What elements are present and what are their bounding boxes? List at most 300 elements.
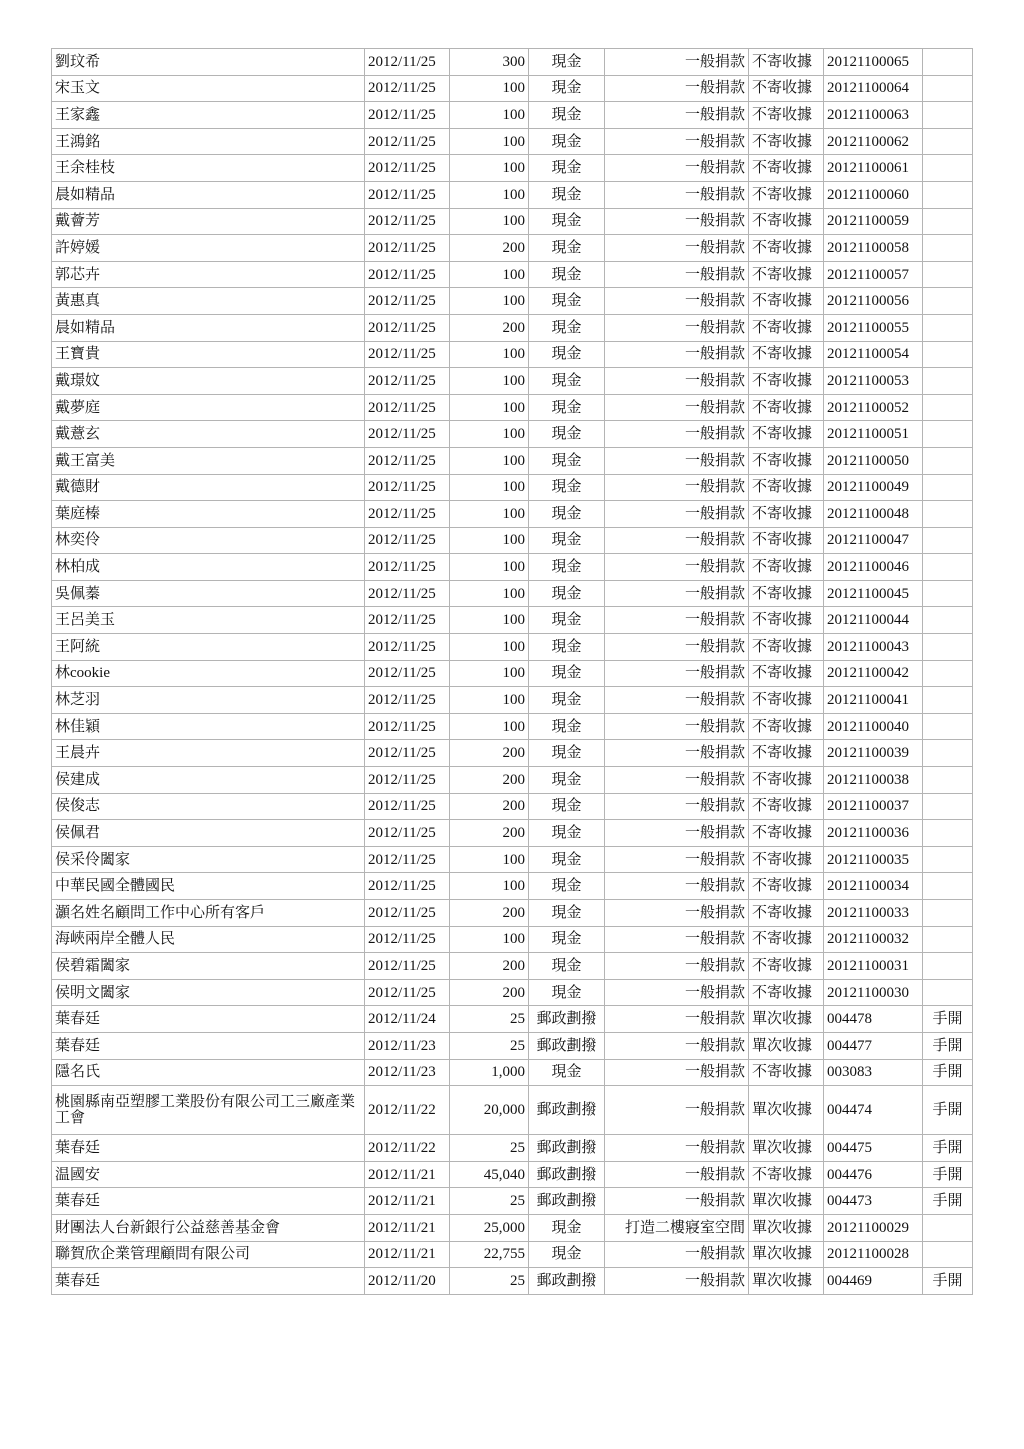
- receipt-number-cell: 20121100050: [824, 447, 923, 474]
- receipt-number-cell: 004469: [824, 1268, 923, 1295]
- amount-cell: 100: [450, 501, 529, 528]
- donation-date-cell: 2012/11/25: [365, 767, 450, 794]
- payment-method-cell: 現金: [529, 873, 605, 900]
- amount-cell: 25: [450, 1135, 529, 1162]
- table-row: [52, 1006, 973, 1033]
- table-row: [52, 261, 973, 288]
- purpose-cell: 打造二樓寢室空間: [605, 1214, 749, 1241]
- receipt-type-cell: 不寄收據: [749, 501, 824, 528]
- payment-method-cell: 現金: [529, 1214, 605, 1241]
- note-cell: [923, 368, 973, 395]
- donor-name-cell: 吳佩蓁: [52, 580, 365, 607]
- receipt-type-cell: 不寄收據: [749, 261, 824, 288]
- purpose-cell: 一般捐款: [605, 740, 749, 767]
- receipt-number-cell: 20121100051: [824, 421, 923, 448]
- donor-name-cell: 劉玟希: [52, 49, 365, 76]
- payment-method-cell: 郵政劃撥: [529, 1032, 605, 1059]
- payment-method-cell: 現金: [529, 75, 605, 102]
- donor-name-cell: 中華民國全體國民: [52, 873, 365, 900]
- donor-name-cell: 戴夢庭: [52, 394, 365, 421]
- payment-method-cell: 郵政劃撥: [529, 1135, 605, 1162]
- table-row: [52, 1086, 973, 1135]
- purpose-cell: 一般捐款: [605, 767, 749, 794]
- note-cell: 手開: [923, 1188, 973, 1215]
- receipt-number-cell: 20121100045: [824, 580, 923, 607]
- donation-date-cell: 2012/11/23: [365, 1032, 450, 1059]
- receipt-type-cell: 不寄收據: [749, 102, 824, 129]
- note-cell: [923, 527, 973, 554]
- donor-name-cell: 林佳穎: [52, 713, 365, 740]
- payment-method-cell: 現金: [529, 474, 605, 501]
- donor-name-cell: 侯俊志: [52, 793, 365, 820]
- receipt-type-cell: 不寄收據: [749, 660, 824, 687]
- purpose-cell: 一般捐款: [605, 1241, 749, 1268]
- receipt-number-cell: 20121100058: [824, 235, 923, 262]
- donation-date-cell: 2012/11/25: [365, 713, 450, 740]
- donor-name-cell: 宋玉文: [52, 75, 365, 102]
- note-cell: 手開: [923, 1006, 973, 1033]
- donation-date-cell: 2012/11/21: [365, 1241, 450, 1268]
- table-row: [52, 953, 973, 980]
- amount-cell: 200: [450, 767, 529, 794]
- donor-name-cell: 隱名氏: [52, 1059, 365, 1086]
- table-row: [52, 208, 973, 235]
- receipt-number-cell: 20121100044: [824, 607, 923, 634]
- note-cell: 手開: [923, 1032, 973, 1059]
- table-row: [52, 740, 973, 767]
- donor-name-cell: 晨如精品: [52, 314, 365, 341]
- payment-method-cell: 現金: [529, 181, 605, 208]
- receipt-type-cell: 不寄收據: [749, 314, 824, 341]
- receipt-number-cell: 20121100053: [824, 368, 923, 395]
- amount-cell: 200: [450, 235, 529, 262]
- table-row: [52, 580, 973, 607]
- table-row: [52, 1268, 973, 1295]
- purpose-cell: 一般捐款: [605, 49, 749, 76]
- note-cell: [923, 1214, 973, 1241]
- receipt-number-cell: 20121100049: [824, 474, 923, 501]
- note-cell: [923, 501, 973, 528]
- receipt-type-cell: 不寄收據: [749, 235, 824, 262]
- receipt-number-cell: 20121100032: [824, 926, 923, 953]
- donor-name-cell: 葉春廷: [52, 1188, 365, 1215]
- donation-date-cell: 2012/11/25: [365, 953, 450, 980]
- receipt-type-cell: 單次收據: [749, 1241, 824, 1268]
- table-row: [52, 474, 973, 501]
- receipt-type-cell: 不寄收據: [749, 926, 824, 953]
- donor-name-cell: 侯碧霜闔家: [52, 953, 365, 980]
- purpose-cell: 一般捐款: [605, 900, 749, 927]
- receipt-number-cell: 20121100046: [824, 554, 923, 581]
- note-cell: [923, 900, 973, 927]
- purpose-cell: 一般捐款: [605, 846, 749, 873]
- table-row: [52, 634, 973, 661]
- purpose-cell: 一般捐款: [605, 102, 749, 129]
- donor-name-cell: 財團法人台新銀行公益慈善基金會: [52, 1214, 365, 1241]
- donation-date-cell: 2012/11/25: [365, 580, 450, 607]
- payment-method-cell: 郵政劃撥: [529, 1006, 605, 1033]
- donor-name-cell: 王家鑫: [52, 102, 365, 129]
- amount-cell: 200: [450, 793, 529, 820]
- table-row: [52, 181, 973, 208]
- receipt-type-cell: 不寄收據: [749, 447, 824, 474]
- amount-cell: 1,000: [450, 1059, 529, 1086]
- receipt-number-cell: 20121100065: [824, 49, 923, 76]
- amount-cell: 100: [450, 75, 529, 102]
- donor-name-cell: 王晨卉: [52, 740, 365, 767]
- payment-method-cell: 郵政劃撥: [529, 1188, 605, 1215]
- donor-name-cell: 葉庭榛: [52, 501, 365, 528]
- table-row: [52, 235, 973, 262]
- amount-cell: 100: [450, 128, 529, 155]
- amount-cell: 100: [450, 554, 529, 581]
- note-cell: [923, 873, 973, 900]
- purpose-cell: 一般捐款: [605, 953, 749, 980]
- receipt-number-cell: 20121100035: [824, 846, 923, 873]
- purpose-cell: 一般捐款: [605, 1059, 749, 1086]
- donation-date-cell: 2012/11/25: [365, 235, 450, 262]
- receipt-type-cell: 不寄收據: [749, 181, 824, 208]
- table-row: [52, 713, 973, 740]
- payment-method-cell: 現金: [529, 846, 605, 873]
- amount-cell: 100: [450, 368, 529, 395]
- table-row: [52, 926, 973, 953]
- donation-date-cell: 2012/11/25: [365, 49, 450, 76]
- payment-method-cell: 現金: [529, 421, 605, 448]
- amount-cell: 45,040: [450, 1161, 529, 1188]
- note-cell: [923, 394, 973, 421]
- purpose-cell: 一般捐款: [605, 1135, 749, 1162]
- amount-cell: 100: [450, 102, 529, 129]
- receipt-number-cell: 004476: [824, 1161, 923, 1188]
- receipt-number-cell: 20121100047: [824, 527, 923, 554]
- receipt-type-cell: 不寄收據: [749, 341, 824, 368]
- receipt-type-cell: 單次收據: [749, 1135, 824, 1162]
- donor-name-cell: 戴薈芳: [52, 208, 365, 235]
- donation-date-cell: 2012/11/25: [365, 314, 450, 341]
- donation-date-cell: 2012/11/25: [365, 102, 450, 129]
- receipt-number-cell: 20121100031: [824, 953, 923, 980]
- donation-date-cell: 2012/11/22: [365, 1086, 450, 1135]
- amount-cell: 100: [450, 261, 529, 288]
- payment-method-cell: 現金: [529, 740, 605, 767]
- table-row: [52, 314, 973, 341]
- donation-date-cell: 2012/11/25: [365, 554, 450, 581]
- amount-cell: 25: [450, 1268, 529, 1295]
- receipt-type-cell: 不寄收據: [749, 740, 824, 767]
- note-cell: [923, 740, 973, 767]
- donation-date-cell: 2012/11/25: [365, 687, 450, 714]
- receipt-type-cell: 不寄收據: [749, 607, 824, 634]
- table-row: [52, 873, 973, 900]
- purpose-cell: 一般捐款: [605, 1268, 749, 1295]
- payment-method-cell: 現金: [529, 102, 605, 129]
- donation-date-cell: 2012/11/25: [365, 900, 450, 927]
- donation-date-cell: 2012/11/25: [365, 793, 450, 820]
- receipt-number-cell: 20121100056: [824, 288, 923, 315]
- receipt-type-cell: 不寄收據: [749, 580, 824, 607]
- amount-cell: 100: [450, 846, 529, 873]
- note-cell: [923, 75, 973, 102]
- donation-date-cell: 2012/11/25: [365, 155, 450, 182]
- note-cell: 手開: [923, 1135, 973, 1162]
- donor-name-cell: 灝名姓名顧問工作中心所有客戶: [52, 900, 365, 927]
- donor-name-cell: 侯建成: [52, 767, 365, 794]
- amount-cell: 100: [450, 208, 529, 235]
- receipt-type-cell: 不寄收據: [749, 979, 824, 1006]
- payment-method-cell: 現金: [529, 1059, 605, 1086]
- receipt-type-cell: 不寄收據: [749, 634, 824, 661]
- donation-date-cell: 2012/11/24: [365, 1006, 450, 1033]
- note-cell: [923, 607, 973, 634]
- table-row: [52, 49, 973, 76]
- payment-method-cell: 現金: [529, 979, 605, 1006]
- donor-name-cell: 侯采伶闔家: [52, 846, 365, 873]
- donor-name-cell: 王余桂枝: [52, 155, 365, 182]
- table-row: [52, 1188, 973, 1215]
- amount-cell: 100: [450, 288, 529, 315]
- receipt-number-cell: 20121100030: [824, 979, 923, 1006]
- receipt-number-cell: 20121100040: [824, 713, 923, 740]
- note-cell: 手開: [923, 1161, 973, 1188]
- receipt-type-cell: 不寄收據: [749, 820, 824, 847]
- receipt-number-cell: 20121100041: [824, 687, 923, 714]
- amount-cell: 100: [450, 580, 529, 607]
- table-row: [52, 554, 973, 581]
- table-row: [52, 660, 973, 687]
- amount-cell: 20,000: [450, 1086, 529, 1135]
- payment-method-cell: 現金: [529, 767, 605, 794]
- amount-cell: 100: [450, 474, 529, 501]
- payment-method-cell: 現金: [529, 820, 605, 847]
- purpose-cell: 一般捐款: [605, 181, 749, 208]
- table-row: [52, 767, 973, 794]
- purpose-cell: 一般捐款: [605, 607, 749, 634]
- payment-method-cell: 現金: [529, 394, 605, 421]
- donation-date-cell: 2012/11/21: [365, 1214, 450, 1241]
- payment-method-cell: 現金: [529, 49, 605, 76]
- purpose-cell: 一般捐款: [605, 501, 749, 528]
- donation-date-cell: 2012/11/25: [365, 740, 450, 767]
- amount-cell: 200: [450, 900, 529, 927]
- note-cell: [923, 208, 973, 235]
- table-row: [52, 1241, 973, 1268]
- note-cell: [923, 181, 973, 208]
- purpose-cell: 一般捐款: [605, 235, 749, 262]
- note-cell: [923, 953, 973, 980]
- note-cell: [923, 447, 973, 474]
- purpose-cell: 一般捐款: [605, 261, 749, 288]
- note-cell: [923, 554, 973, 581]
- donor-name-cell: 戴德財: [52, 474, 365, 501]
- note-cell: [923, 261, 973, 288]
- note-cell: 手開: [923, 1086, 973, 1135]
- payment-method-cell: 現金: [529, 128, 605, 155]
- donation-table: [51, 48, 973, 1295]
- receipt-number-cell: 20121100061: [824, 155, 923, 182]
- receipt-type-cell: 不寄收據: [749, 900, 824, 927]
- purpose-cell: 一般捐款: [605, 314, 749, 341]
- donation-date-cell: 2012/11/25: [365, 634, 450, 661]
- payment-method-cell: 現金: [529, 953, 605, 980]
- note-cell: [923, 979, 973, 1006]
- table-row: [52, 979, 973, 1006]
- receipt-number-cell: 20121100055: [824, 314, 923, 341]
- amount-cell: 200: [450, 820, 529, 847]
- payment-method-cell: 現金: [529, 341, 605, 368]
- payment-method-cell: 現金: [529, 261, 605, 288]
- amount-cell: 25,000: [450, 1214, 529, 1241]
- receipt-number-cell: 20121100028: [824, 1241, 923, 1268]
- table-row: [52, 1032, 973, 1059]
- table-row: [52, 501, 973, 528]
- donor-name-cell: 許婷媛: [52, 235, 365, 262]
- receipt-number-cell: 20121100048: [824, 501, 923, 528]
- donor-name-cell: 王呂美玉: [52, 607, 365, 634]
- receipt-number-cell: 004477: [824, 1032, 923, 1059]
- table-row: [52, 900, 973, 927]
- donor-name-cell: 侯明文闔家: [52, 979, 365, 1006]
- note-cell: [923, 288, 973, 315]
- table-row: [52, 1059, 973, 1086]
- receipt-number-cell: 20121100029: [824, 1214, 923, 1241]
- donor-name-cell: 王阿統: [52, 634, 365, 661]
- purpose-cell: 一般捐款: [605, 660, 749, 687]
- receipt-type-cell: 單次收據: [749, 1188, 824, 1215]
- purpose-cell: 一般捐款: [605, 1188, 749, 1215]
- receipt-number-cell: 003083: [824, 1059, 923, 1086]
- receipt-type-cell: 不寄收據: [749, 394, 824, 421]
- receipt-number-cell: 004474: [824, 1086, 923, 1135]
- amount-cell: 100: [450, 155, 529, 182]
- receipt-type-cell: 不寄收據: [749, 846, 824, 873]
- payment-method-cell: 現金: [529, 527, 605, 554]
- donor-name-cell: 侯佩君: [52, 820, 365, 847]
- purpose-cell: 一般捐款: [605, 1086, 749, 1135]
- purpose-cell: 一般捐款: [605, 793, 749, 820]
- payment-method-cell: 現金: [529, 900, 605, 927]
- amount-cell: 100: [450, 873, 529, 900]
- donation-date-cell: 2012/11/25: [365, 288, 450, 315]
- table-row: [52, 75, 973, 102]
- receipt-number-cell: 20121100064: [824, 75, 923, 102]
- donor-name-cell: 桃園縣南亞塑膠工業股份有限公司工三廠產業工會: [52, 1086, 365, 1135]
- receipt-number-cell: 20121100052: [824, 394, 923, 421]
- amount-cell: 25: [450, 1006, 529, 1033]
- donation-date-cell: 2012/11/25: [365, 660, 450, 687]
- note-cell: [923, 846, 973, 873]
- table-row: [52, 155, 973, 182]
- purpose-cell: 一般捐款: [605, 394, 749, 421]
- receipt-type-cell: 不寄收據: [749, 368, 824, 395]
- amount-cell: 100: [450, 713, 529, 740]
- receipt-type-cell: 不寄收據: [749, 288, 824, 315]
- amount-cell: 200: [450, 953, 529, 980]
- payment-method-cell: 現金: [529, 926, 605, 953]
- purpose-cell: 一般捐款: [605, 128, 749, 155]
- table-row: [52, 1161, 973, 1188]
- receipt-type-cell: 不寄收據: [749, 75, 824, 102]
- payment-method-cell: 現金: [529, 793, 605, 820]
- donation-date-cell: 2012/11/25: [365, 421, 450, 448]
- receipt-type-cell: 不寄收據: [749, 128, 824, 155]
- note-cell: [923, 102, 973, 129]
- table-row: [52, 447, 973, 474]
- note-cell: [923, 767, 973, 794]
- donation-date-cell: 2012/11/25: [365, 261, 450, 288]
- amount-cell: 22,755: [450, 1241, 529, 1268]
- donation-date-cell: 2012/11/25: [365, 846, 450, 873]
- purpose-cell: 一般捐款: [605, 421, 749, 448]
- donation-date-cell: 2012/11/25: [365, 501, 450, 528]
- purpose-cell: 一般捐款: [605, 979, 749, 1006]
- donation-date-cell: 2012/11/25: [365, 128, 450, 155]
- amount-cell: 200: [450, 979, 529, 1006]
- donor-name-cell: 葉春廷: [52, 1268, 365, 1295]
- receipt-number-cell: 20121100038: [824, 767, 923, 794]
- payment-method-cell: 現金: [529, 713, 605, 740]
- note-cell: [923, 687, 973, 714]
- receipt-number-cell: 20121100042: [824, 660, 923, 687]
- receipt-type-cell: 不寄收據: [749, 687, 824, 714]
- receipt-type-cell: 不寄收據: [749, 474, 824, 501]
- purpose-cell: 一般捐款: [605, 820, 749, 847]
- receipt-number-cell: 20121100036: [824, 820, 923, 847]
- donor-name-cell: 温國安: [52, 1161, 365, 1188]
- donor-name-cell: 郭芯卉: [52, 261, 365, 288]
- receipt-number-cell: 20121100063: [824, 102, 923, 129]
- table-row: [52, 1214, 973, 1241]
- donation-date-cell: 2012/11/22: [365, 1135, 450, 1162]
- payment-method-cell: 現金: [529, 155, 605, 182]
- payment-method-cell: 現金: [529, 208, 605, 235]
- purpose-cell: 一般捐款: [605, 288, 749, 315]
- purpose-cell: 一般捐款: [605, 368, 749, 395]
- payment-method-cell: 現金: [529, 687, 605, 714]
- donation-date-cell: 2012/11/25: [365, 527, 450, 554]
- receipt-number-cell: 20121100057: [824, 261, 923, 288]
- donor-name-cell: 黃惠真: [52, 288, 365, 315]
- donor-name-cell: 王鴻銘: [52, 128, 365, 155]
- purpose-cell: 一般捐款: [605, 1032, 749, 1059]
- donation-date-cell: 2012/11/25: [365, 341, 450, 368]
- note-cell: [923, 713, 973, 740]
- receipt-type-cell: 不寄收據: [749, 953, 824, 980]
- amount-cell: 100: [450, 421, 529, 448]
- receipt-number-cell: 20121100043: [824, 634, 923, 661]
- donation-date-cell: 2012/11/21: [365, 1161, 450, 1188]
- donation-date-cell: 2012/11/25: [365, 474, 450, 501]
- receipt-type-cell: 不寄收據: [749, 527, 824, 554]
- payment-method-cell: 現金: [529, 235, 605, 262]
- amount-cell: 100: [450, 687, 529, 714]
- table-row: [52, 687, 973, 714]
- donation-date-cell: 2012/11/21: [365, 1188, 450, 1215]
- receipt-number-cell: 20121100034: [824, 873, 923, 900]
- payment-method-cell: 郵政劃撥: [529, 1161, 605, 1188]
- amount-cell: 25: [450, 1032, 529, 1059]
- payment-method-cell: 郵政劃撥: [529, 1086, 605, 1135]
- note-cell: 手開: [923, 1268, 973, 1295]
- receipt-type-cell: 不寄收據: [749, 767, 824, 794]
- note-cell: [923, 128, 973, 155]
- note-cell: [923, 421, 973, 448]
- receipt-type-cell: 單次收據: [749, 1086, 824, 1135]
- receipt-number-cell: 004473: [824, 1188, 923, 1215]
- receipt-type-cell: 不寄收據: [749, 793, 824, 820]
- amount-cell: 100: [450, 447, 529, 474]
- donor-name-cell: 林cookie: [52, 660, 365, 687]
